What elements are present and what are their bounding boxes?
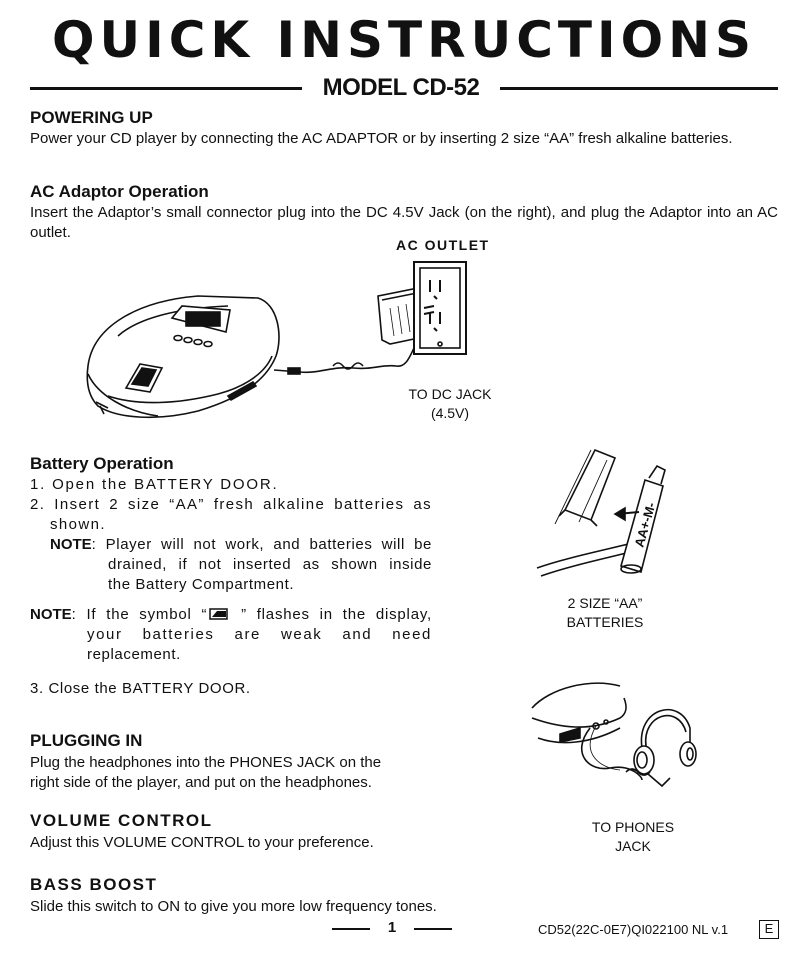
ac-outlet-label: AC OUTLET — [396, 237, 490, 253]
note-2-line1-row — [30, 605, 432, 625]
powering-up-text: Power your CD player by connecting the AC ADAPTOR or by inserting 2 size “AA” fresh alkaline batteries. — [30, 130, 733, 147]
note-2-prefix: : If the symbol “ — [71, 606, 208, 623]
batteries-caption-line1: 2 SIZE “AA” — [567, 595, 643, 611]
low-battery-icon — [209, 608, 229, 620]
document-code: CD52(22C-0E7)QI022100 NL v.1 — [538, 922, 729, 937]
note-2-line3: replacement. — [87, 646, 181, 663]
dc-jack-caption-line2: (4.5V) — [430, 405, 470, 421]
note-2-line2: your batteries are weak and need — [87, 626, 432, 643]
language-badge: E — [759, 920, 779, 939]
page-title: QUICK INSTRUCTIONS — [52, 11, 756, 69]
plugging-in-line1: Plug the headphones into the PHONES JACK on the — [30, 754, 382, 771]
page-number-value: 1 — [387, 919, 397, 936]
note-1-label: NOTE — [50, 536, 92, 553]
phones-jack-caption — [568, 818, 698, 856]
page-dash-right — [414, 928, 452, 930]
battery-step-1: 1. Open the BATTERY DOOR. — [30, 476, 279, 493]
page-number — [332, 917, 452, 939]
rule-left — [30, 87, 302, 90]
battery-compartment-illustration — [535, 440, 675, 580]
battery-step-3: 3. Close the BATTERY DOOR. — [30, 680, 251, 697]
battery-note-2 — [30, 605, 432, 665]
battery-steps — [30, 475, 432, 595]
bass-heading: BASS BOOST — [30, 875, 158, 894]
battery-label: AA+-M- — [631, 500, 659, 549]
plugging-in-line2: right side of the player, and put on the headphones. — [30, 774, 372, 791]
battery-note-1 — [30, 535, 432, 555]
note-1-line2: drained, if not inserted as shown inside — [108, 556, 432, 573]
phones-jack-caption-line1: TO PHONES — [591, 819, 675, 835]
note-2-label: NOTE — [30, 606, 72, 623]
note-2-suffix: ” flashes in the display, — [231, 606, 432, 623]
battery-step-2-line2: shown. — [50, 516, 106, 533]
dc-jack-caption-line1: TO DC JACK — [408, 386, 492, 402]
dc-jack-caption — [390, 385, 510, 423]
model-header — [30, 72, 778, 106]
plugging-in-text — [30, 753, 381, 793]
model-title: MODEL CD-52 — [322, 74, 480, 101]
battery-heading: Battery Operation — [30, 454, 174, 473]
phones-jack-caption-line2: JACK — [615, 838, 651, 854]
plugging-in-heading: PLUGGING IN — [30, 731, 143, 750]
ac-adaptor-heading: AC Adaptor Operation — [30, 182, 209, 201]
battery-step-2-line1: 2. Insert 2 size “AA” fresh alkaline batteries as — [30, 496, 432, 513]
bass-text: Slide this switch to ON to give you more low frequency tones. — [30, 898, 437, 915]
volume-text: Adjust this VOLUME CONTROL to your preference. — [30, 834, 374, 851]
rule-right — [500, 87, 778, 90]
ac-adaptor-text: Insert the Adaptor’s small connector plug into the DC 4.5V Jack (on the right), and plug the Adaptor into an AC outlet. — [30, 204, 778, 241]
volume-heading: VOLUME CONTROL — [30, 811, 213, 830]
batteries-caption — [540, 594, 670, 632]
powering-up-heading: POWERING UP — [30, 108, 153, 127]
page-dash-left — [332, 928, 370, 930]
batteries-caption-line2: BATTERIES — [566, 614, 644, 630]
headphones-illustration — [530, 668, 700, 798]
note-2-line1 — [72, 605, 432, 625]
note-1-line3: the Battery Compartment. — [108, 576, 295, 593]
note-1-line1: : Player will not work, and batteries will be — [91, 536, 432, 553]
